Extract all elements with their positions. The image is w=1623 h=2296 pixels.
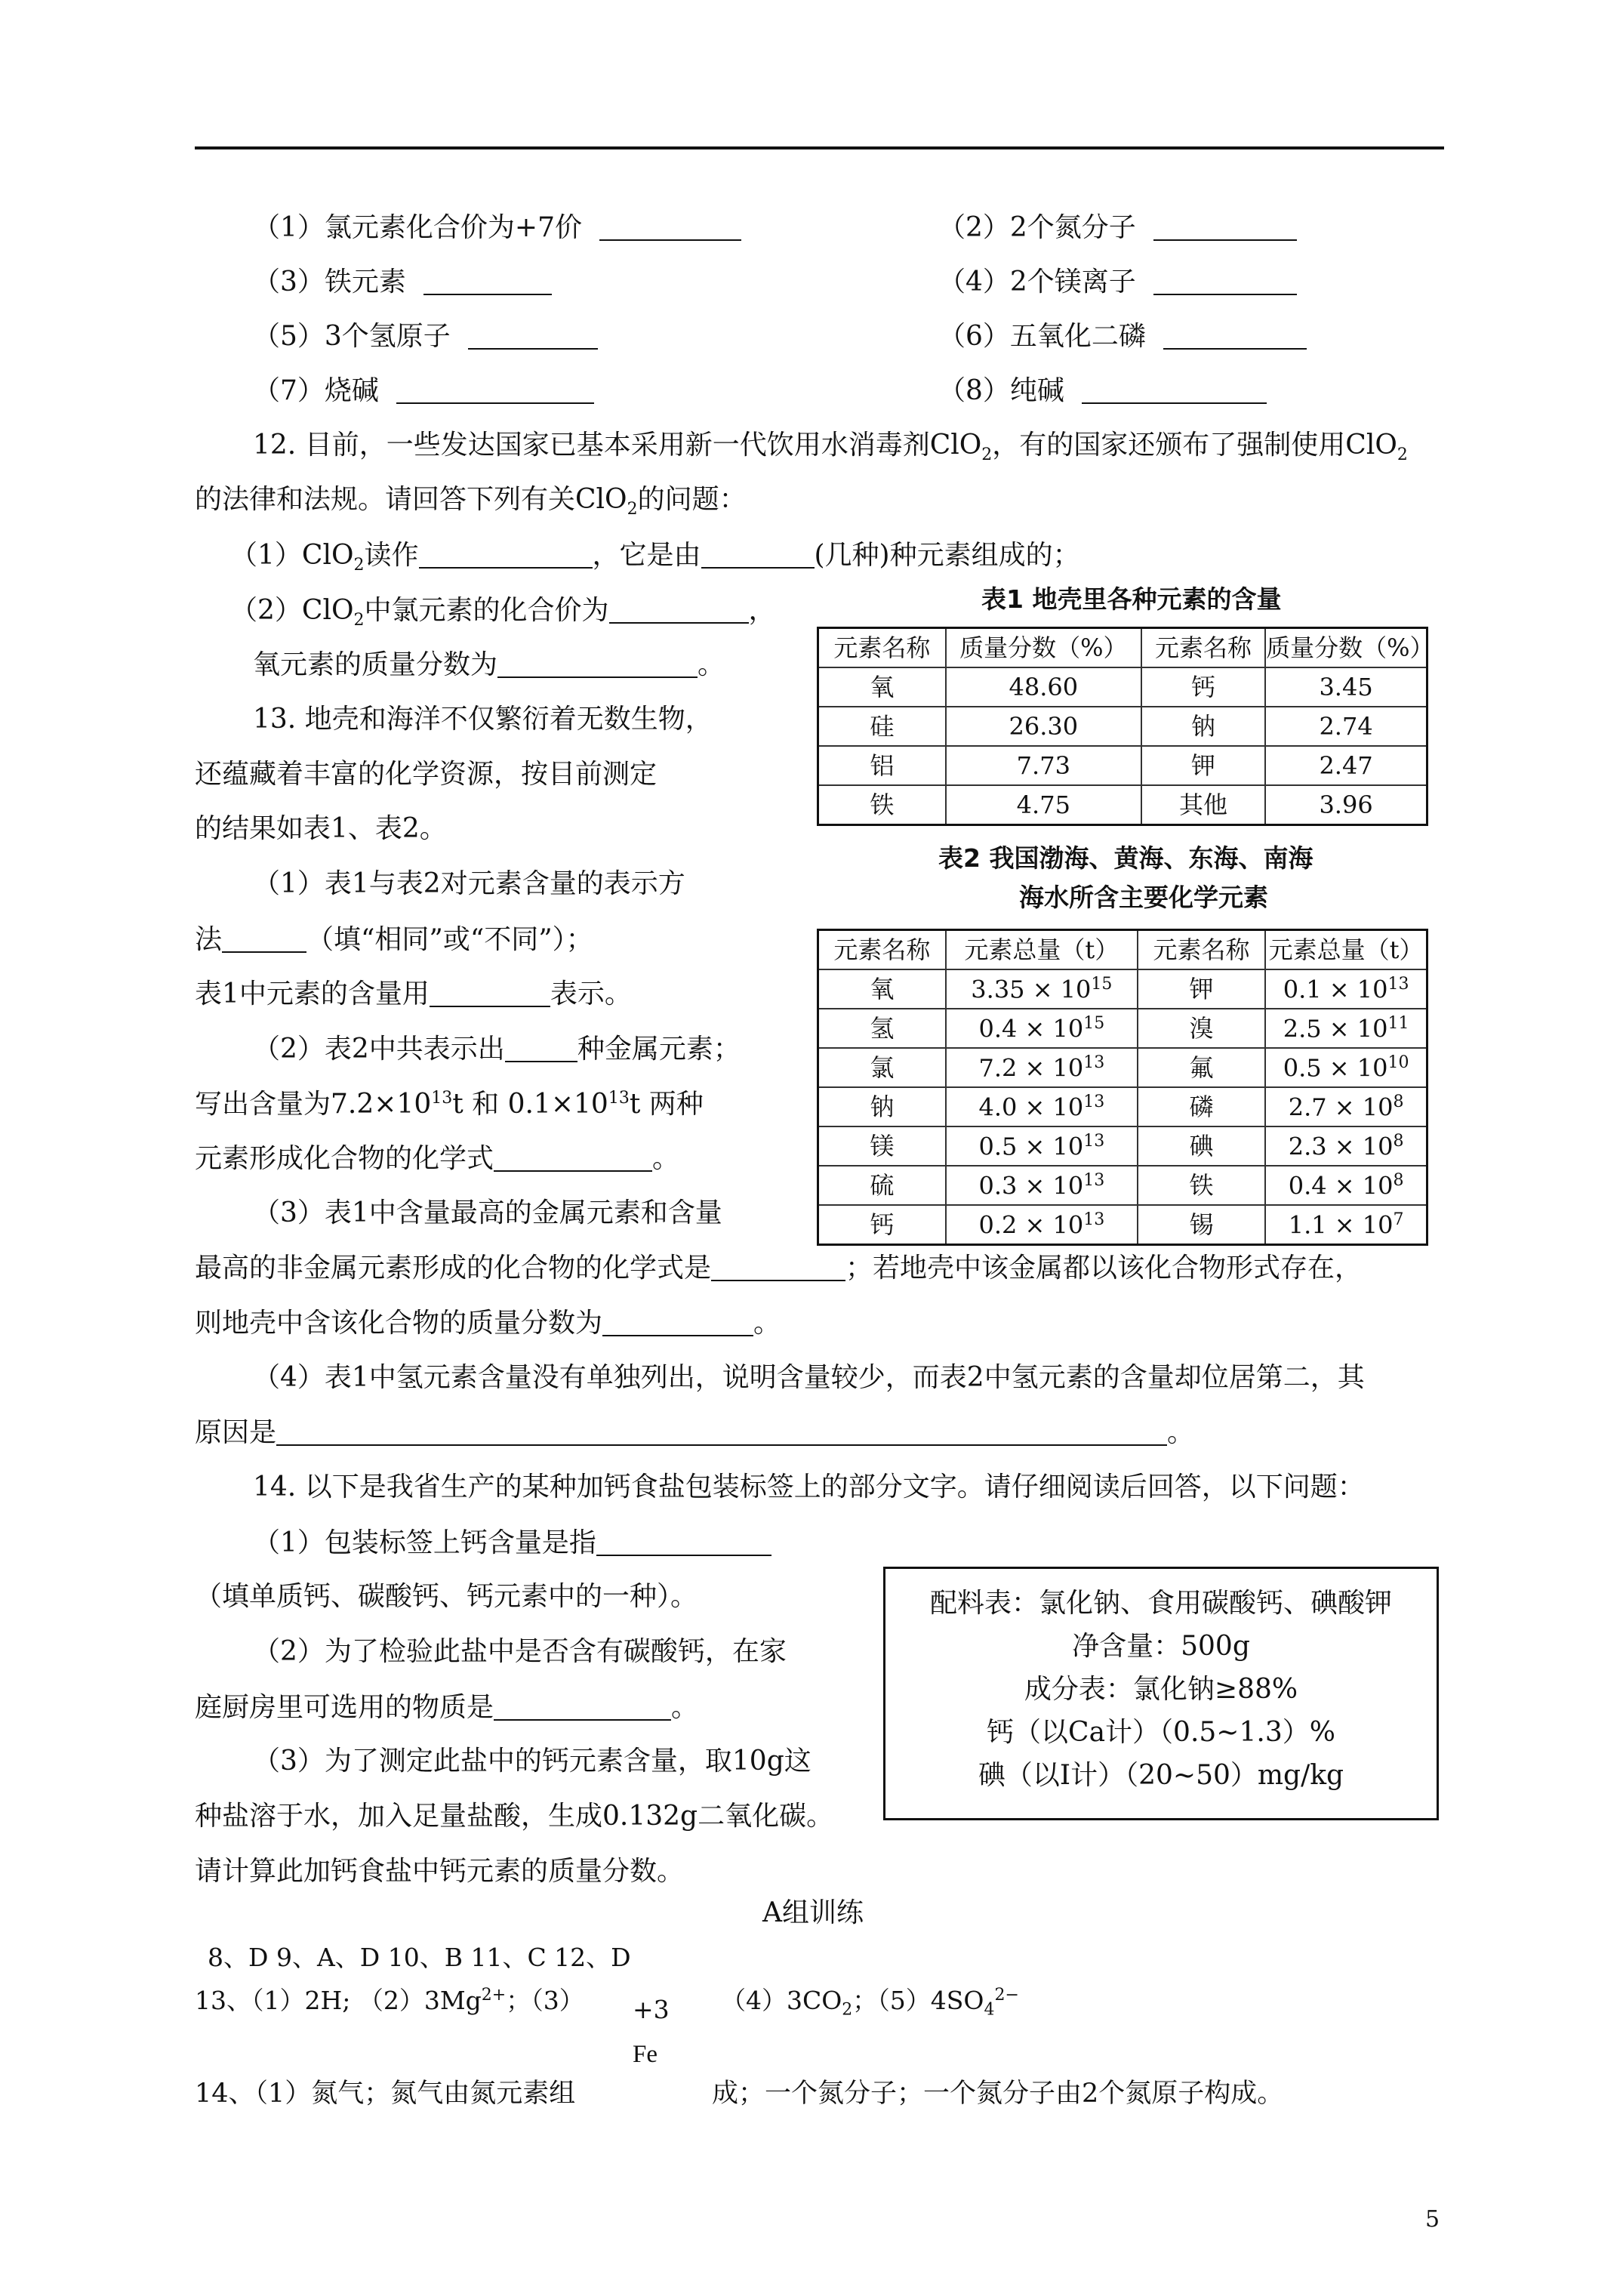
q11-item-1: （1）氯元素化合价为+7价 [253, 214, 741, 242]
answer-blank[interactable] [430, 980, 550, 1007]
answer-blank[interactable] [276, 1419, 1167, 1446]
q14-part1-line2: （填单质钙、碳酸钙、钙元素中的一种）。 [195, 1581, 698, 1612]
table-cell: 2.47 [1265, 746, 1427, 785]
table-header-cell: 元素名称 [818, 930, 946, 970]
table-cell: $4.0 \times 10^{13}$ [946, 1087, 1138, 1126]
answer-blank[interactable] [596, 1529, 771, 1556]
answer-blank[interactable] [1153, 268, 1297, 295]
q11-item-5: （5）3个氢原子 [253, 322, 598, 350]
q13-part1-line3: 表1中元素的含量用 表示。 [195, 978, 632, 1009]
table-cell: 其他 [1141, 785, 1265, 825]
table-cell: 2.74 [1265, 707, 1427, 746]
answer-blank[interactable] [602, 1309, 753, 1336]
salt-label-box [883, 1567, 1439, 1820]
answer-blank[interactable] [222, 926, 306, 953]
q14-part2-line1: （2）为了检验此盐中是否含有碳酸钙，在家 [253, 1636, 787, 1667]
table-header-row [818, 930, 1427, 970]
q13-part2-line2: 写出含量为$7.2\times 10^{13}t$ 和 $0.1\times 10^{13}t$ 两种 [195, 1089, 704, 1120]
answer-blank[interactable] [505, 1035, 577, 1062]
label-line: 钙（以Ca计）（0.5~1.3）% [987, 1717, 1335, 1748]
table-cell: 钙 [1141, 667, 1265, 707]
answer-blank[interactable] [468, 322, 598, 350]
table-cell: 硅 [818, 707, 946, 746]
table1-caption: 表1 地壳里各种元素的含量 [981, 584, 1282, 614]
table-cell: 48.60 [946, 667, 1141, 707]
q11-item-2: （2）2个氮分子 [938, 214, 1297, 242]
table-header-cell: 元素总量（t） [1265, 930, 1427, 970]
table-cell: 钙 [818, 1205, 946, 1245]
answers-line2: 13、（1）2H; $(2)3Mg^{2+}$；（3） [195, 1986, 584, 2015]
table-row [818, 667, 1427, 707]
answer-blank[interactable] [599, 214, 741, 241]
table-header-cell: 元素名称 [1141, 628, 1265, 668]
table-cell: 氯 [818, 1048, 946, 1087]
q14-part1-line1: （1）包装标签上钙含量是指 [253, 1529, 771, 1557]
answer-blank[interactable] [497, 651, 698, 678]
page-number: 5 [1425, 2206, 1440, 2233]
q13-part2-line1: （2）表2中共表示出 种金属元素； [253, 1034, 741, 1065]
q13-part1-line1: （1）表1与表2对元素含量的表示方 [253, 868, 685, 899]
table-cell: 氧 [818, 667, 946, 707]
table-cell: $0.2 \times 10^{13}$ [946, 1205, 1138, 1245]
table-cell: 钠 [1141, 707, 1265, 746]
table-header-cell: 质量分数（%） [946, 628, 1141, 668]
label-line: 配料表：氯化钠、食用碳酸钙、碘酸钾 [929, 1588, 1392, 1619]
table-cell: 锡 [1138, 1205, 1265, 1245]
answers-line3a: 14、（1）氮气；氮气由氮元素组 [195, 2079, 576, 2109]
q13-line1: 13. 地壳和海洋不仅繁衍着无数生物， [253, 704, 713, 735]
table-row [818, 707, 1427, 746]
table-cell: 3.96 [1265, 785, 1427, 825]
table-row [818, 969, 1427, 1009]
answer-blank[interactable] [609, 596, 749, 624]
table-cell: 钾 [1141, 746, 1265, 785]
answer-blank[interactable] [419, 541, 593, 569]
table-cell: 磷 [1138, 1087, 1265, 1126]
table-cell: 钾 [1138, 969, 1265, 1009]
table-cell: $2.7 \times 10^8$ [1265, 1087, 1427, 1126]
q11-item-8: （8）纯碱 [938, 377, 1267, 405]
q14-part2-line2: 庭厨房里可选用的物质是 。 [195, 1692, 699, 1723]
answer-blank[interactable] [701, 541, 815, 569]
answer-blank[interactable] [423, 268, 552, 295]
q13-line3: 的结果如表1、表2。 [195, 813, 447, 844]
valence-mark: +3 [633, 1995, 670, 2024]
table-cell: $0.1 \times 10^{13}$ [1265, 969, 1427, 1009]
table-cell: 26.30 [946, 707, 1141, 746]
table-row [818, 1166, 1427, 1205]
table-cell: 铁 [1138, 1166, 1265, 1205]
table-row [818, 785, 1427, 825]
answers-line3b: 成；一个氮分子；一个氮分子由2个氮原子构成。 [712, 2079, 1284, 2109]
header-rule [195, 146, 1444, 149]
table-cell: 3.45 [1265, 667, 1427, 707]
table2-caption-line1: 表2 我国渤海、黄海、东海、南海 [938, 843, 1313, 873]
table-row [818, 1048, 1427, 1087]
table-cell: $1.1 \times 10^7$ [1265, 1205, 1427, 1245]
answers-line1: 8、D 9、A、D 10、B 11、C 12、D [208, 1943, 631, 1972]
answer-blank[interactable] [711, 1254, 845, 1281]
table-cell: 氟 [1138, 1048, 1265, 1087]
q12-intro-line1: 12. 目前，一些发达国家已基本采用新一代饮用水消毒剂ClO$_2$，有的国家还颁布了强制使用ClO$_2$ [253, 430, 1408, 465]
q11-item-7: （7）烧碱 [253, 377, 594, 405]
q12-part2-line2: 氧元素的质量分数为 。 [253, 649, 725, 680]
q12-part1: （1）ClO$_2$读作 ，它是由 (几种)种元素组成的； [230, 540, 1080, 575]
table-cell: 碘 [1138, 1126, 1265, 1166]
q13-part3-line3: 则地壳中含该化合物的质量分数为 。 [195, 1308, 781, 1339]
q13-part1-line2: 法 （填“相同”或“不同”）； [195, 924, 593, 955]
table-header-cell: 质量分数（%） [1265, 628, 1427, 668]
answer-blank[interactable] [396, 377, 594, 404]
fe-symbol: Fe [633, 2041, 658, 2068]
q13-part3-line2: 最高的非金属元素形成的化合物的化学式是 ；若地壳中该金属都以该化合物形式存在， [195, 1253, 1363, 1284]
table-row [818, 1009, 1427, 1048]
table-header-cell: 元素名称 [1138, 930, 1265, 970]
q11-item-6: （6）五氧化二磷 [938, 322, 1307, 350]
table-cell: $0.5 \times 10^{10}$ [1265, 1048, 1427, 1087]
table2-caption-line2: 海水所含主要化学元素 [1019, 883, 1268, 912]
answer-blank[interactable] [1153, 214, 1297, 241]
table-row [818, 1087, 1427, 1126]
table-row [818, 1126, 1427, 1166]
table-row [818, 746, 1427, 785]
table-cell: 钠 [818, 1087, 946, 1126]
table1 [817, 627, 1434, 826]
q14-part3-line1: （3）为了测定此盐中的钙元素含量，取10g这 [253, 1746, 812, 1777]
label-line: 成分表：氯化钠≥88% [1024, 1674, 1298, 1705]
q13-part3-line1: （3）表1中含量最高的金属元素和含量 [253, 1197, 722, 1228]
q14-part3-line2: 种盐溶于水，加入足量盐酸，生成0.132g二氧化碳。 [195, 1801, 834, 1832]
table-cell: 溴 [1138, 1009, 1265, 1048]
table-cell: $2.5 \times 10^{11}$ [1265, 1009, 1427, 1048]
table-cell: 氢 [818, 1009, 946, 1048]
q13-part4-line2: 原因是 。 [195, 1417, 1195, 1448]
answer-blank[interactable] [494, 1693, 671, 1721]
table-cell: $2.3 \times 10^8$ [1265, 1126, 1427, 1166]
table-cell: 铁 [818, 785, 946, 825]
q14-intro: 14. 以下是我省生产的某种加钙食盐包装标签上的部分文字。请仔细阅读后回答，以下问题： [253, 1472, 1365, 1502]
answers-title: A组训练 [762, 1897, 864, 1928]
table-cell: $0.3 \times 10^{13}$ [946, 1166, 1138, 1205]
table-cell: 7.73 [946, 746, 1141, 785]
table-cell: 铝 [818, 746, 946, 785]
q11-item-3: （3）铁元素 [253, 268, 552, 296]
q12-part2: （2）ClO$_2$中氯元素的化合价为 ， [230, 595, 776, 630]
table-cell: $3.35 \times 10^{15}$ [946, 969, 1138, 1009]
q12-intro-line2: 的法律和法规。请回答下列有关ClO$_2$的问题： [195, 484, 747, 519]
label-line: 净含量：500g [1072, 1631, 1250, 1662]
table-cell: $0.4 \times 10^8$ [1265, 1166, 1427, 1205]
table-header-cell: 元素名称 [818, 628, 946, 668]
table-row [818, 1205, 1427, 1245]
label-line: 碘（以I计）（20~50）mg/kg [978, 1760, 1344, 1791]
table-cell: $7.2 \times 10^{13}$ [946, 1048, 1138, 1087]
answer-blank[interactable] [1163, 322, 1307, 350]
table-cell: 氧 [818, 969, 946, 1009]
table-cell: $0.5 \times 10^{13}$ [946, 1126, 1138, 1166]
table-cell: 硫 [818, 1166, 946, 1205]
table-cell: 镁 [818, 1126, 946, 1166]
q13-part2-line3: 元素形成化合物的化学式 。 [195, 1143, 680, 1174]
q14-part3-line3: 请计算此加钙食盐中钙元素的质量分数。 [195, 1856, 685, 1887]
table-header-cell: 元素总量（t） [946, 930, 1138, 970]
table-cell: $0.4 \times 10^{15}$ [946, 1009, 1138, 1048]
answers-line2-tail: $(4)3CO_2$；$(5)4SO_4^{2-}$ [721, 1986, 1019, 2020]
table2 [817, 929, 1428, 1246]
q11-item-4: （4）2个镁离子 [938, 268, 1297, 296]
q13-part4-line1: （4）表1中氢元素含量没有单独列出，说明含量较少，而表2中氢元素的含量却位居第二，其 [253, 1362, 1365, 1393]
answer-blank[interactable] [494, 1145, 652, 1172]
table-cell: 4.75 [946, 785, 1141, 825]
table-header-row [818, 628, 1427, 668]
q13-line2: 还蕴藏着丰富的化学资源，按目前测定 [195, 759, 658, 790]
answer-blank[interactable] [1082, 377, 1267, 404]
